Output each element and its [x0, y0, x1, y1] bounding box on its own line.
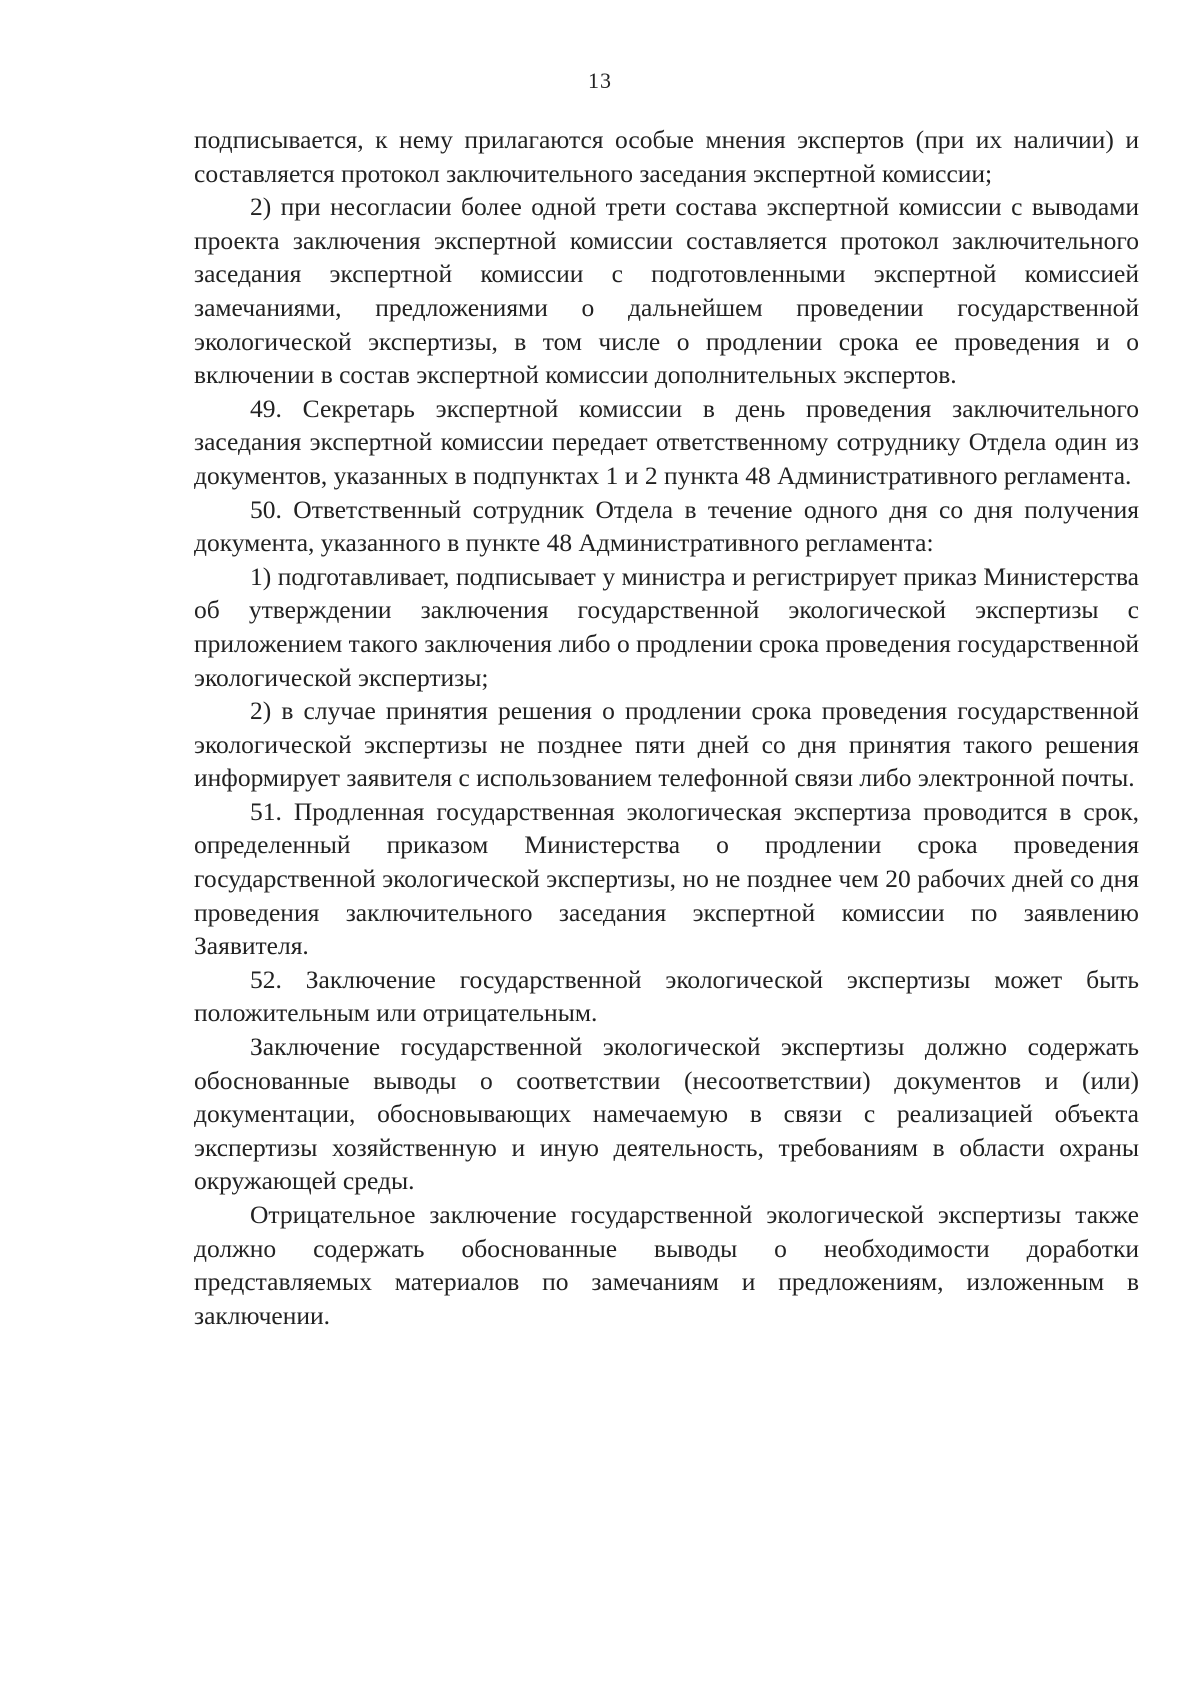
paragraph-clause-50: 50. Ответственный сотрудник Отдела в течение одного дня со дня получения документа, указанного в пункте 48 Административного регламента: [194, 494, 1139, 558]
paragraph-clause-52: 52. Заключение государственной экологической экспертизы может быть положительным или отрицательным. [194, 964, 1139, 1028]
paragraph-clause-51: 51. Продленная государственная экологическая экспертиза проводится в срок, определенный приказом Министерства о продлении срока проведения государственной экологической экспертизы, но не позднее чем 20 рабочих дней со дня проведения заключительного заседания экспертной комиссии по заявлению Заявителя. [194, 796, 1139, 961]
paragraph-clause-50-item-2: 2) в случае принятия решения о продлении срока проведения государственной экологической экспертизы не позднее пяти дней со дня принятия такого решения информирует заявителя с использованием телефонной связи либо электронной почты. [194, 696, 1139, 793]
paragraph-clause-49: 49. Секретарь экспертной комиссии в день проведения заключительного заседания экспертной комиссии передает ответственному сотруднику Отдела один из документов, указанных в подпунктах 1 и 2 пункта 48 Административного регламента. [194, 393, 1139, 490]
page-number: 13 [588, 68, 612, 93]
document-body [194, 123, 1139, 1332]
paragraph-negative-conclusion: Отрицательное заключение государственной экологической экспертизы также должно содержать обоснованные выводы о необходимости доработки представляемых материалов по замечаниям и предложениям, изложенным в заключении. [194, 1200, 1139, 1330]
paragraph-continuation: подписывается, к нему прилагаются особые мнения экспертов (при их наличии) и составляется протокол заключительного заседания экспертной комиссии; [194, 125, 1139, 188]
paragraph-subitem-2: 2) при несогласии более одной трети состава экспертной комиссии с выводами проекта заключения экспертной комиссии составляется протокол заключительного заседания экспертной комиссии с подготовленными экспертной комиссией замечаниями, предложениями о дальнейшем проведении государственной экологической экспертизы, в том числе о продлении срока ее проведения и о включении в состав экспертной комиссии дополнительных экспертов. [194, 192, 1139, 390]
paragraph-conclusion-content: Заключение государственной экологической экспертизы должно содержать обоснованные выводы о соответствии (несоответствии) документов и (или) документации, обосновывающих намечаемую в связи с реализацией объекта экспертизы хозяйственную и иную деятельность, требованиям в области охраны окружающей среды. [194, 1032, 1139, 1196]
paragraph-clause-50-item-1: 1) подготавливает, подписывает у министра и регистрирует приказ Министерства об утверждении заключения государственной экологической экспертизы с приложением такого заключения либо о продлении срока проведения государственной экологической экспертизы; [194, 561, 1139, 692]
